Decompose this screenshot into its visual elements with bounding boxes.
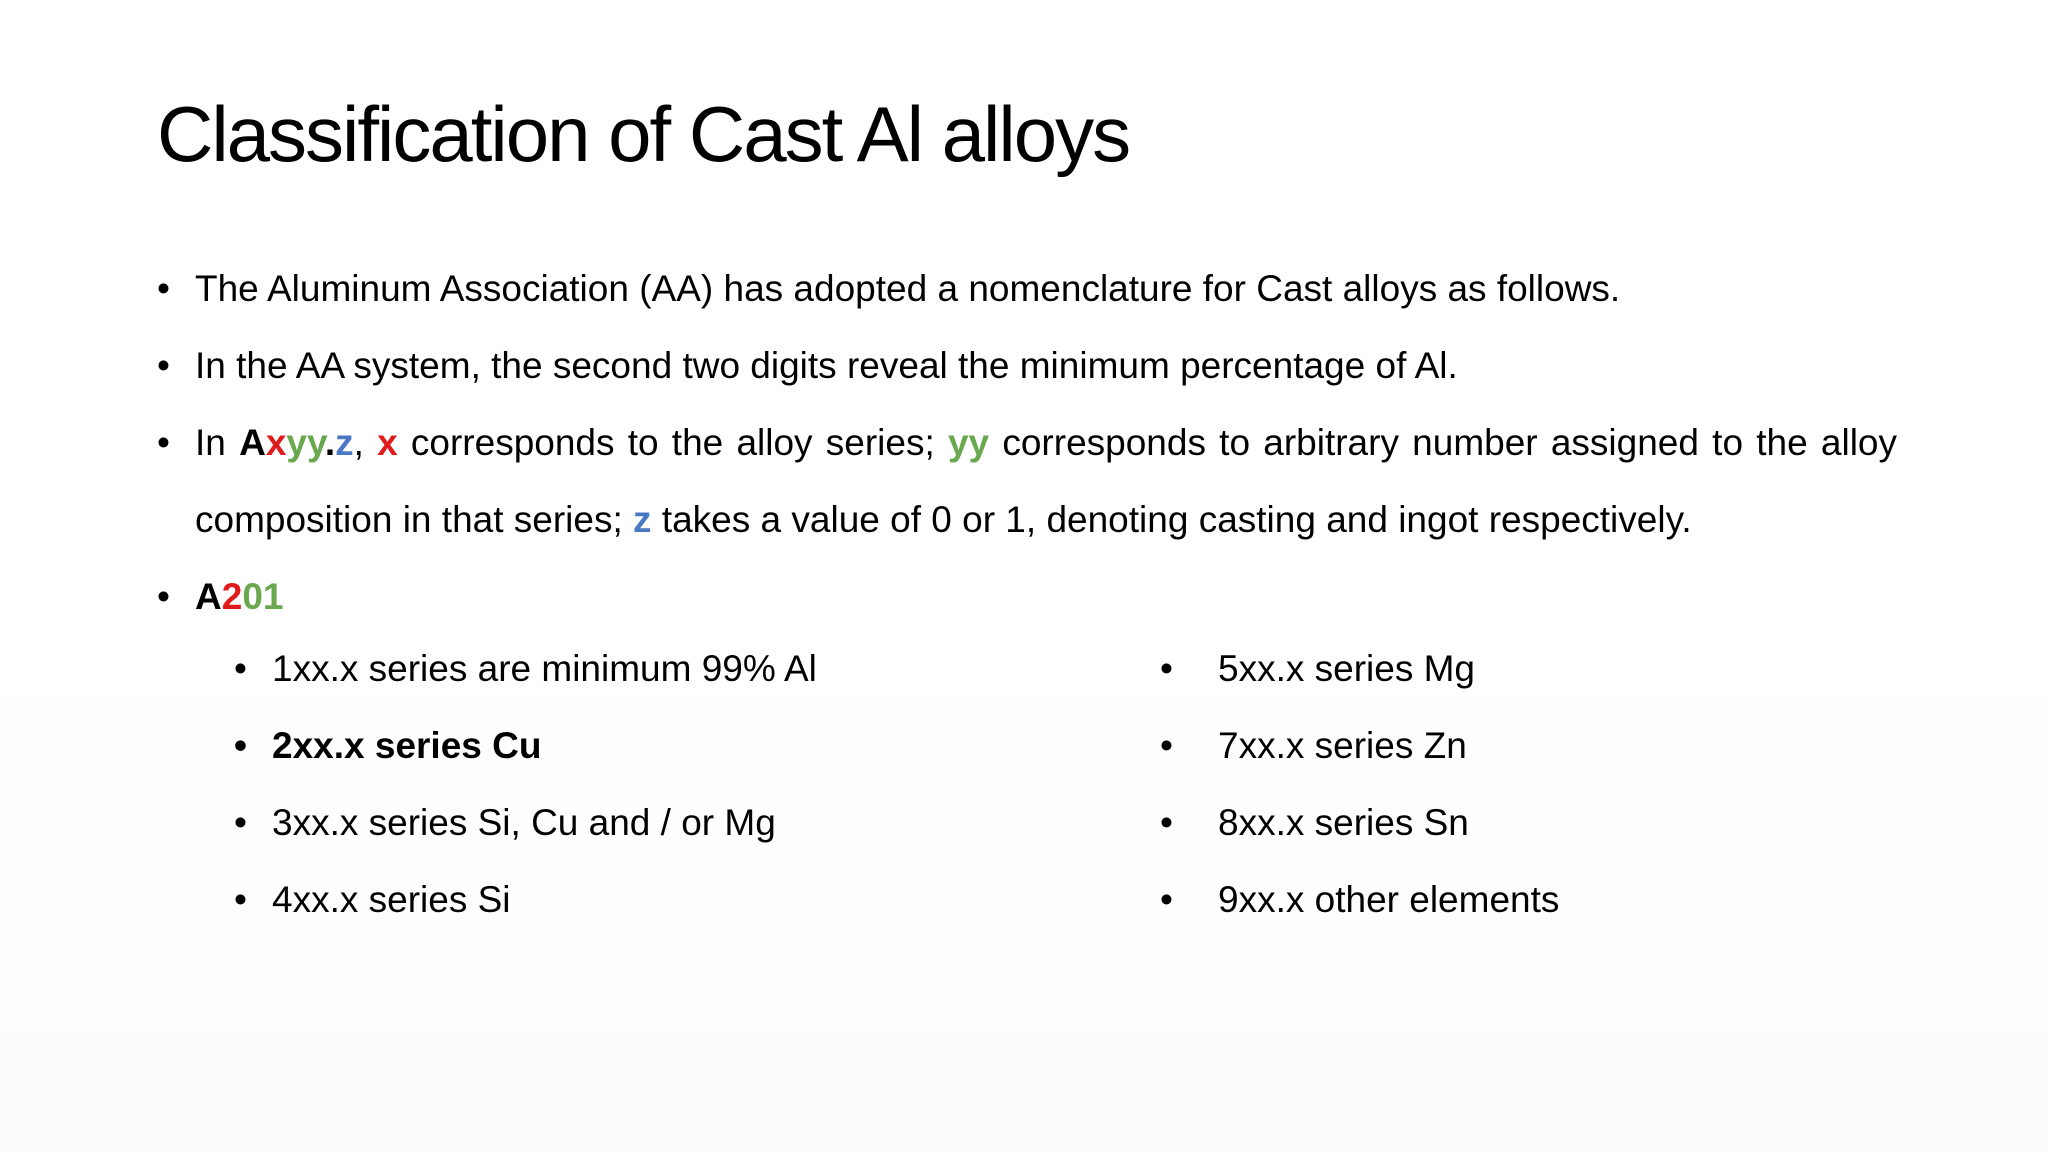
series-item-1xx bbox=[234, 630, 1054, 707]
series-list-right bbox=[1160, 630, 1860, 938]
series-text: 8xx.x series Sn bbox=[1218, 802, 1469, 843]
text-in: In bbox=[195, 422, 240, 463]
bullet-dot: • bbox=[1160, 802, 1173, 843]
code-yy: yy bbox=[286, 422, 325, 463]
label-x: x bbox=[377, 422, 398, 463]
series-item-2xx bbox=[234, 707, 1054, 784]
code-z: z bbox=[335, 422, 354, 463]
series-text: 4xx.x series Si bbox=[272, 879, 511, 920]
bullet-dot: • bbox=[234, 802, 247, 843]
bullet-dot: • bbox=[157, 268, 170, 309]
text-composition: corresponds to arbitrary number assigned to the alloy composition in that series; bbox=[195, 422, 1897, 540]
bullet-dot: • bbox=[1160, 648, 1173, 689]
code-dot: . bbox=[324, 422, 336, 463]
bullet-dot: • bbox=[234, 879, 247, 920]
label-yy: yy bbox=[947, 422, 990, 463]
bullet-text: The Aluminum Association (AA) has adopted a nomenclature for Cast alloys as follows. bbox=[195, 268, 1621, 309]
bullet-dot: • bbox=[234, 648, 247, 689]
bullet-dot: • bbox=[1160, 725, 1173, 766]
series-item-9xx bbox=[1160, 861, 1860, 938]
text-casting: takes a value of 0 or 1, denoting casting and ingot respectively. bbox=[651, 499, 1692, 540]
series-columns bbox=[0, 630, 2048, 950]
bullet-aa-system bbox=[157, 327, 1897, 404]
bullet-dot: • bbox=[157, 345, 170, 386]
series-item-7xx bbox=[1160, 707, 1860, 784]
main-bullet-list bbox=[157, 250, 1897, 635]
series-item-4xx bbox=[234, 861, 1054, 938]
series-text: 2xx.x series Cu bbox=[272, 725, 542, 766]
series-text: 9xx.x other elements bbox=[1218, 879, 1560, 920]
code-letter-a: A bbox=[239, 422, 266, 463]
series-text: 1xx.x series are minimum 99% Al bbox=[272, 648, 817, 689]
example-two: 2 bbox=[221, 576, 243, 617]
bullet-text: In the AA system, the second two digits reveal the minimum percentage of Al. bbox=[195, 345, 1458, 386]
text-comma: , bbox=[353, 422, 378, 463]
series-text: 3xx.x series Si, Cu and / or Mg bbox=[272, 802, 776, 843]
bullet-code-explanation bbox=[157, 404, 1897, 558]
code-x: x bbox=[265, 422, 287, 463]
slide-title: Classification of Cast Al alloys bbox=[157, 90, 1130, 178]
series-item-5xx bbox=[1160, 630, 1860, 707]
bullet-example-a201 bbox=[157, 558, 1897, 635]
series-item-8xx bbox=[1160, 784, 1860, 861]
series-text: 5xx.x series Mg bbox=[1218, 648, 1476, 689]
bullet-dot: • bbox=[234, 725, 247, 766]
series-item-3xx bbox=[234, 784, 1054, 861]
bullet-dot: • bbox=[1160, 879, 1173, 920]
label-z: z bbox=[633, 499, 652, 540]
series-text: 7xx.x series Zn bbox=[1218, 725, 1467, 766]
example-a: A bbox=[195, 576, 222, 617]
bullet-dot: • bbox=[157, 422, 170, 463]
bullet-dot: • bbox=[157, 576, 170, 617]
bullet-nomenclature bbox=[157, 250, 1897, 327]
text-series: corresponds to the alloy series; bbox=[397, 422, 948, 463]
series-list-left bbox=[234, 630, 1054, 938]
example-zero-one: 01 bbox=[242, 576, 284, 617]
